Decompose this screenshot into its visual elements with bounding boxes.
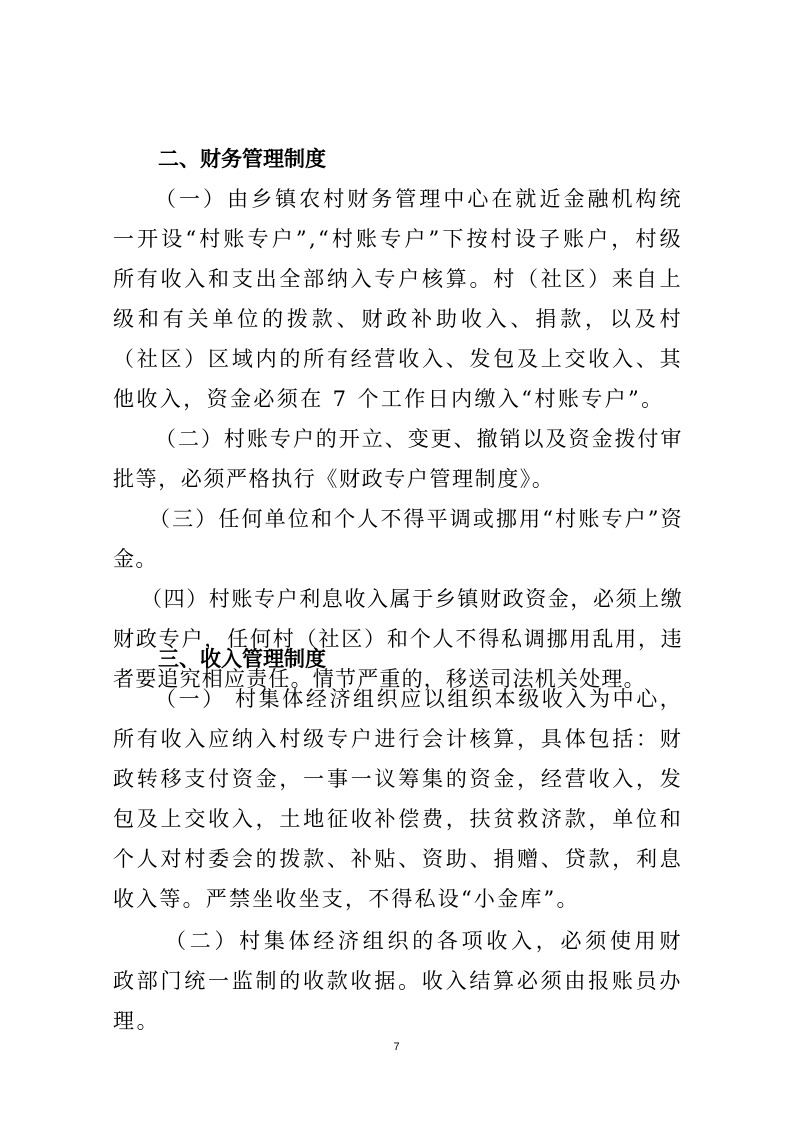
paragraph-finance-2: （二）村账专户的开立、变更、撤销以及资金拨付审批等，必须严格执行《财政专户管理制度》。 [113,427,683,491]
paragraph-finance-3: （三）任何单位和个人不得平调或挪用“村账专户”资金。 [113,507,683,571]
paragraph-income-2: （二）村集体经济组织的各项收入，必须使用财政部门统一监制的收款收据。收入结算必须由报账员办理。 [113,929,683,1033]
section-heading-finance: 二、财务管理制度 [158,147,326,171]
section-finance-body [113,179,683,699]
section-income-body [113,679,683,1041]
paragraph-finance-4: （四）村账专户利息收入属于乡镇财政资金，必须上缴财政专户，任何村（社区）和个人不得私调挪用乱用，违者要追究相应责任。情节严重的，移送司法机关处理。 [113,587,683,691]
page-number: 7 [393,1041,400,1053]
paragraph-income-1: （一） 村集体经济组织应以组织本级收入为中心，所有收入应纳入村级专户进行会计核算，具体包括：财政转移支付资金，一事一议筹集的资金，经营收入，发包及上交收入，土地征收补偿费，扶贫救济款，单位和个人对村委会的拨款、补贴、资助、捐赠、贷款，利息收入等。严禁坐收坐支，不得私设“小金库”。 [113,687,683,911]
paragraph-finance-1: （一）由乡镇农村财务管理中心在就近金融机构统一开设“村账专户”,“村账专户”下按村设子账户，村级所有收入和支出全部纳入专户核算。村（社区）来自上级和有关单位的拨款、财政补助收入、捐款，以及村（社区）区域内的所有经营收入、发包及上交收入、其他收入，资金必须在 7 个工作日内缴入“村账专户”。 [113,187,683,411]
section-heading-income: 三、收入管理制度 [158,647,326,671]
